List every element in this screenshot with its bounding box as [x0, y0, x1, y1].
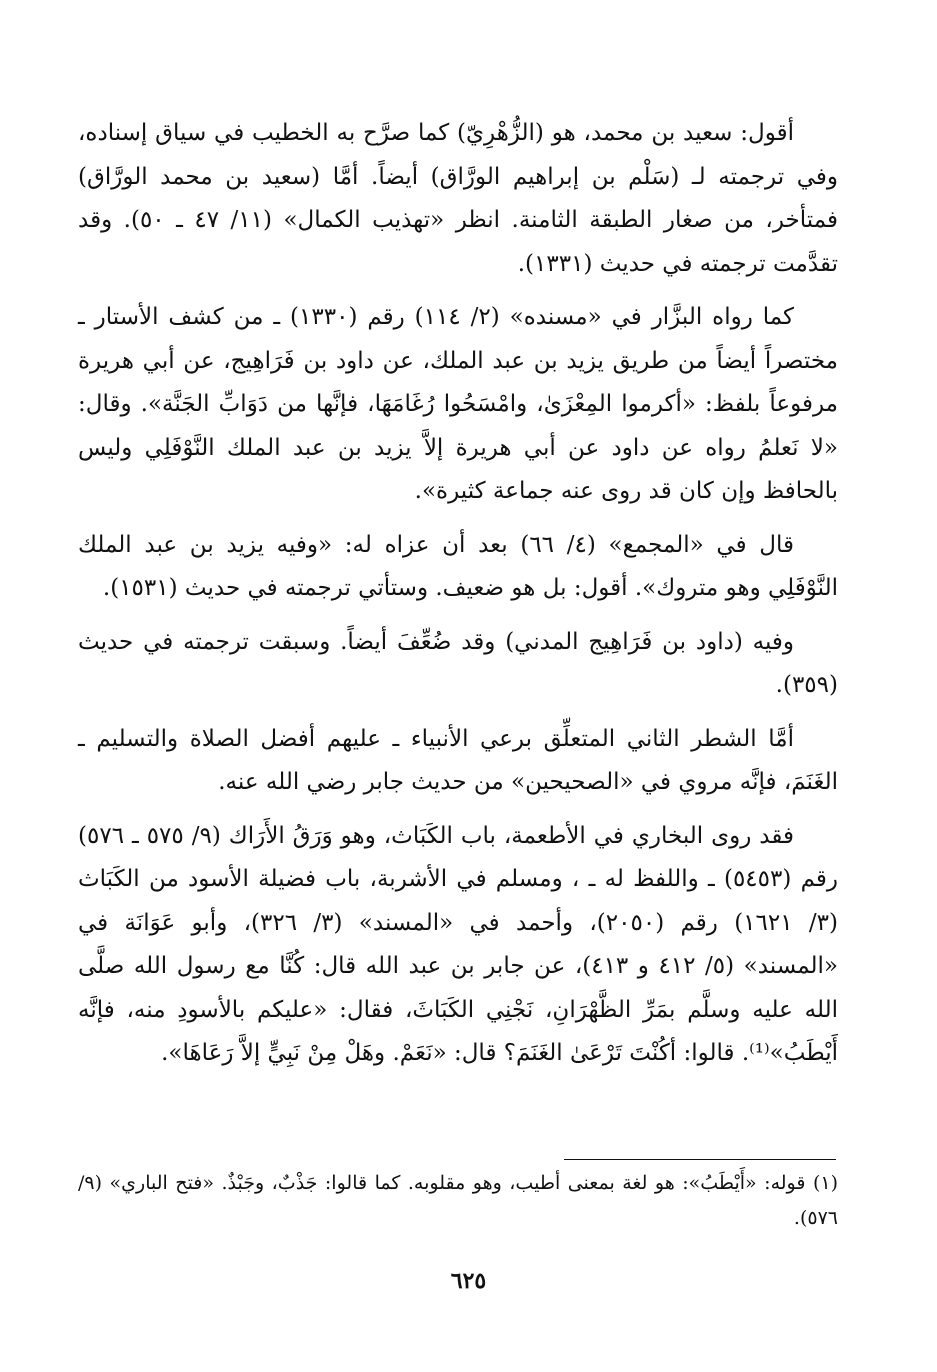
footnotes [78, 1166, 838, 1236]
paragraph-2: كما رواه البزَّار في «مسنده» (٢/ ١١٤) رقم (١٣٣٠) ـ من كشف الأستار ـ مختصراً أيضاً من طريق يزيد بن عبد الملك، عن داود بن فَرَاهِيج، عن أبي هريرة مرفوعاً بلفظ: «أكرموا المِعْزَىٰ، وامْسَحُوا رُغَامَهَا، فإنَّها من دَوَابِّ الجَنَّة». وقال: «لا نَعلمُ رواه عن داود عن أبي هريرة إلاَّ يزيد بن عبد الملك النَّوْفَلِي وليس بالحافظ وإن كان قد روى عنه جماعة كثيرة». [78, 304, 838, 504]
footnote-1: (١) قوله: «أَيْطَبُ»: هو لغة بمعنى أطيب، وهو مقلوبه. كما قالوا: جَذْبٌ، وجَبْذٌ. «فتح الباري» (٩/ ٥٧٦). [78, 1172, 838, 1229]
page-number: ٦٢٥ [450, 1268, 487, 1294]
paragraph-5: أمَّا الشطر الثاني المتعلِّق برعي الأنبياء ـ عليهم أفضل الصلاة والتسليم ـ الغَنَمَ، فإنَّه مروي في «الصحيحين» من حديث جابر رضي الله عنه. [78, 725, 838, 795]
paragraph-6: فقد روى البخاري في الأطعمة، باب الكَبَاث، وهو وَرَقُ الأَرَاك (٩/ ٥٧٥ ـ ٥٧٦) رقم (٥٤٥٣) ـ واللفظ له ـ ، ومسلم في الأشربة، باب فضيلة الأسود من الكَبَاث (٣/ ١٦٢١) رقم (٢٠٥٠)، وأحمد في «المسند» (٣/ ٣٢٦)، وأبو عَوَانَة في «المسند» (٥/ ٤١٢ و ٤١٣)، عن جابر بن عبد الله قال: كُنَّا مع رسول الله صلَّى الله عليه وسلَّم بمَرِّ الظَّهْرَانِ، نَجْنِي الكَبَاثَ، فقال: «عليكم بالأسودِ منه، فإنَّه أَيْطَبُ»⁽¹⁾. قالوا: أكُنْتَ تَرْعَىٰ الغَنَمَ؟ قال: «نَعَمْ. وهَلْ مِنْ نَبِيٍّ إلاَّ رَعَاهَا». [78, 822, 839, 1066]
paragraph-3: قال في «المجمع» (٤/ ٦٦) بعد أن عزاه له: «وفيه يزيد بن عبد الملك النَّوْفَلِي وهو متروك». أقول: بل هو ضعيف. وستأتي ترجمته في حديث (١٥٣١). [78, 531, 838, 601]
paragraph-1: أقول: سعيد بن محمد، هو (الزُّهْرِيّ) كما صرَّح به الخطيب في سياق إسناده، وفي ترجمته لـ (سَلْم بن إبراهيم الورَّاق) أيضاً. أمَّا (سعيد بن محمد الورَّاق) فمتأخر، من صغار الطبقة الثامنة. انظر «تهذيب الكمال» (١١/ ٤٧ ـ ٥٠). وقد تقدَّمت ترجمته في حديث (١٣٣١). [78, 120, 838, 277]
footnote-divider [564, 1159, 836, 1160]
paragraph-4: وفيه (داود بن فَرَاهِيج المدني) وقد ضُعِّفَ أيضاً. وسبقت ترجمته في حديث (٣٥٩). [78, 628, 838, 698]
main-text [78, 112, 838, 1086]
